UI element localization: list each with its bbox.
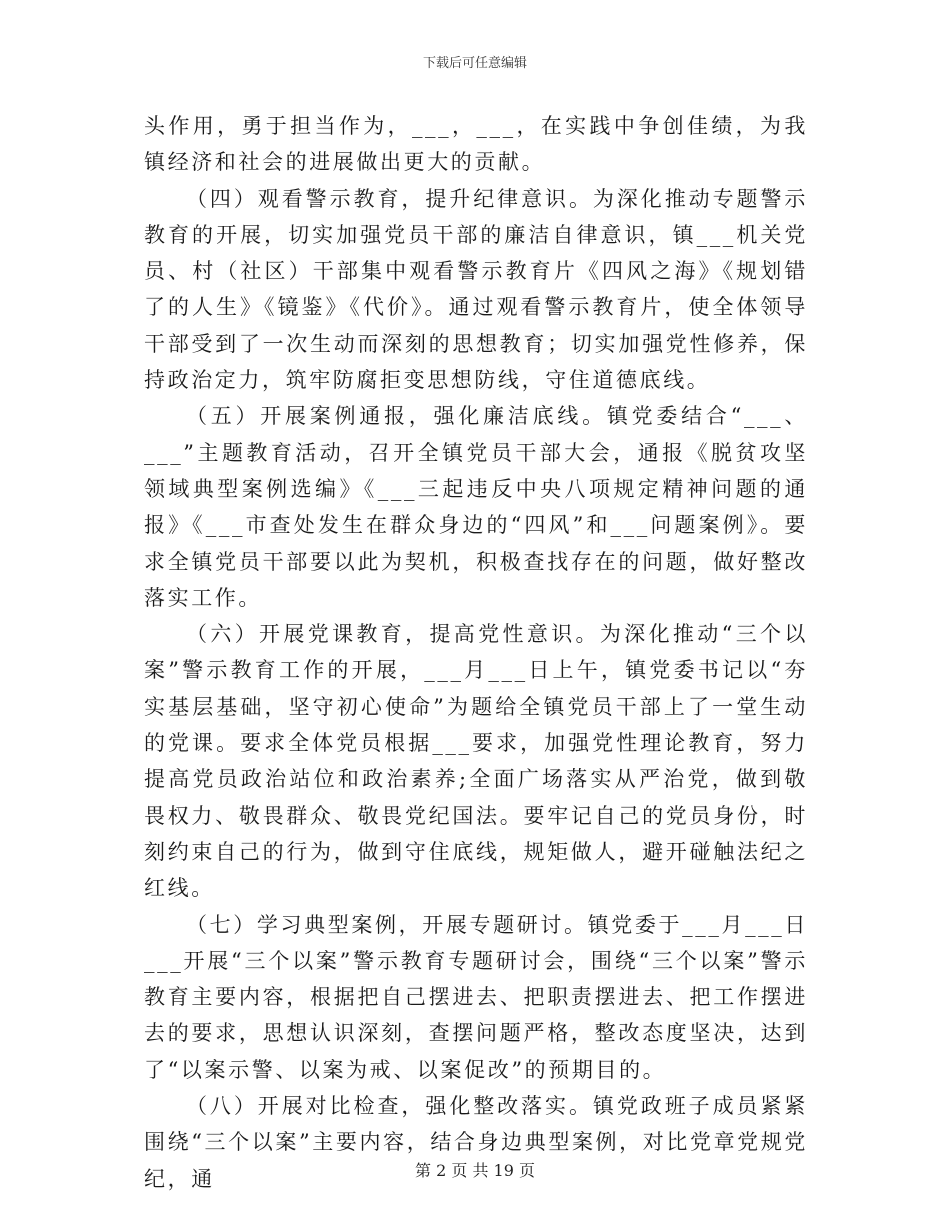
paragraph-section-7: （七）学习典型案例，开展专题研讨。镇党委于___月___日___开展“三个以案”警示教育专题研讨会，围绕“三个以案”警示教育主要内容，根据把自己摆进去、把职责摆进去、把工作摆进去的要求，思想认识深刻，查摆问题严格，整改态度坚决，达到了“以案示警、以案为戒、以案促改”的预期目的。 [144, 912, 808, 1082]
paragraph-section-6: （六）开展党课教育，提高党性意识。为深化推动“三个以案”警示教育工作的开展，___月___日上午，镇党委书记以“夯实基层基础，坚守初心使命”为题给全镇党员干部上了一堂生动的党课。要求全体党员根据___要求，加强党性理论教育，努力提高党员政治站位和政治素养;全面广场落实从严治党，做到敬畏权力、敬畏群众、敬畏党纪国法。要牢记自己的党员身份，时刻约束自己的行为，做到守住底线，规矩做人，避开碰触法纪之红线。 [144, 622, 808, 901]
page-header: 下载后可任意编辑 [422, 56, 527, 71]
paragraph-section-8: （八）开展对比检查，强化整改落实。镇党政班子成员紧紧围绕“三个以案”主要内容，结合身边典型案例，对比党章党规党纪，通 [144, 1094, 808, 1191]
paragraph-section-4: （四）观看警示教育，提升纪律意识。为深化推动专题警示教育的开展，切实加强党员干部的廉洁自律意识，镇___机关党员、村（社区）干部集中观看警示教育片《四风之海》《规划错了的人生》《镜鉴》《代价》。通过观看警示教育片，使全体领导干部受到了一次生动而深刻的思想教育；切实加强党性修养，保持政治定力，筑牢防腐拒变思想防线，守住道德底线。 [144, 186, 808, 393]
paragraph-section-5: （五）开展案例通报，强化廉洁底线。镇党委结合“___、___”主题教育活动，召开全镇党员干部大会，通报《脱贫攻坚领域典型案例选编》《___三起违反中央八项规定精神问题的通报》《___市查处发生在群众身边的“四风”和___问题案例》。要求全镇党员干部要以此为契机，积极查找存在的问题，做好整改落实工作。 [144, 404, 808, 610]
document-body [144, 108, 808, 1197]
page-number: 第 2 页 共 19 页 [415, 1161, 535, 1180]
paragraph-continuation: 头作用，勇于担当作为，___，___，在实践中争创佳绩，为我镇经济和社会的进展做出更大的贡献。 [144, 114, 808, 175]
